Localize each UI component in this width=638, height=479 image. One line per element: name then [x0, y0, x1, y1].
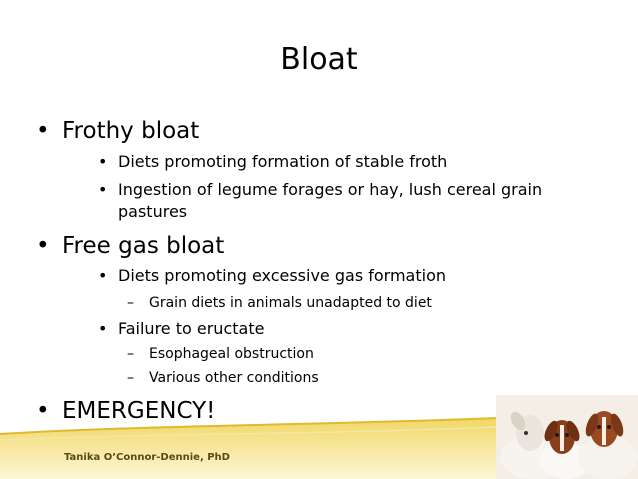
bullet-free-gas-bloat: • Free gas bloat: [36, 233, 225, 259]
sub-bullet: • Diets promoting formation of stable froth: [98, 152, 448, 171]
sub-sub-bullet: – Grain diets in animals unadapted to diet: [127, 295, 432, 311]
dash-icon: –: [127, 346, 134, 362]
sub-bullet: • Diets promoting excessive gas formation: [98, 266, 446, 285]
sub-bullet: • Ingestion of legume forages or hay, lush cereal grain: [98, 180, 543, 199]
bullet-icon: •: [36, 118, 50, 144]
bullet-emergency: • EMERGENCY!: [36, 398, 216, 424]
sub-sub-bullet: – Esophageal obstruction: [127, 346, 314, 362]
slide-title: Bloat: [280, 42, 358, 77]
goats-photo: [496, 395, 638, 479]
dash-icon: –: [127, 370, 134, 386]
dash-icon: –: [127, 295, 134, 311]
bullet-icon: •: [98, 266, 108, 285]
footer-author: Tanika O’Connor-Dennie, PhD: [64, 452, 230, 463]
sub-sub-bullet: – Various other conditions: [127, 370, 319, 386]
bullet-icon: •: [98, 152, 108, 171]
bullet-icon: •: [98, 319, 108, 338]
bullet-frothy-bloat: • Frothy bloat: [36, 118, 200, 144]
bullet-icon: •: [36, 398, 50, 424]
bullet-icon: •: [36, 233, 50, 259]
sub-bullet-continuation: pastures: [118, 202, 188, 221]
bullet-icon: •: [98, 180, 108, 199]
sub-bullet: • Failure to eructate: [98, 319, 265, 338]
